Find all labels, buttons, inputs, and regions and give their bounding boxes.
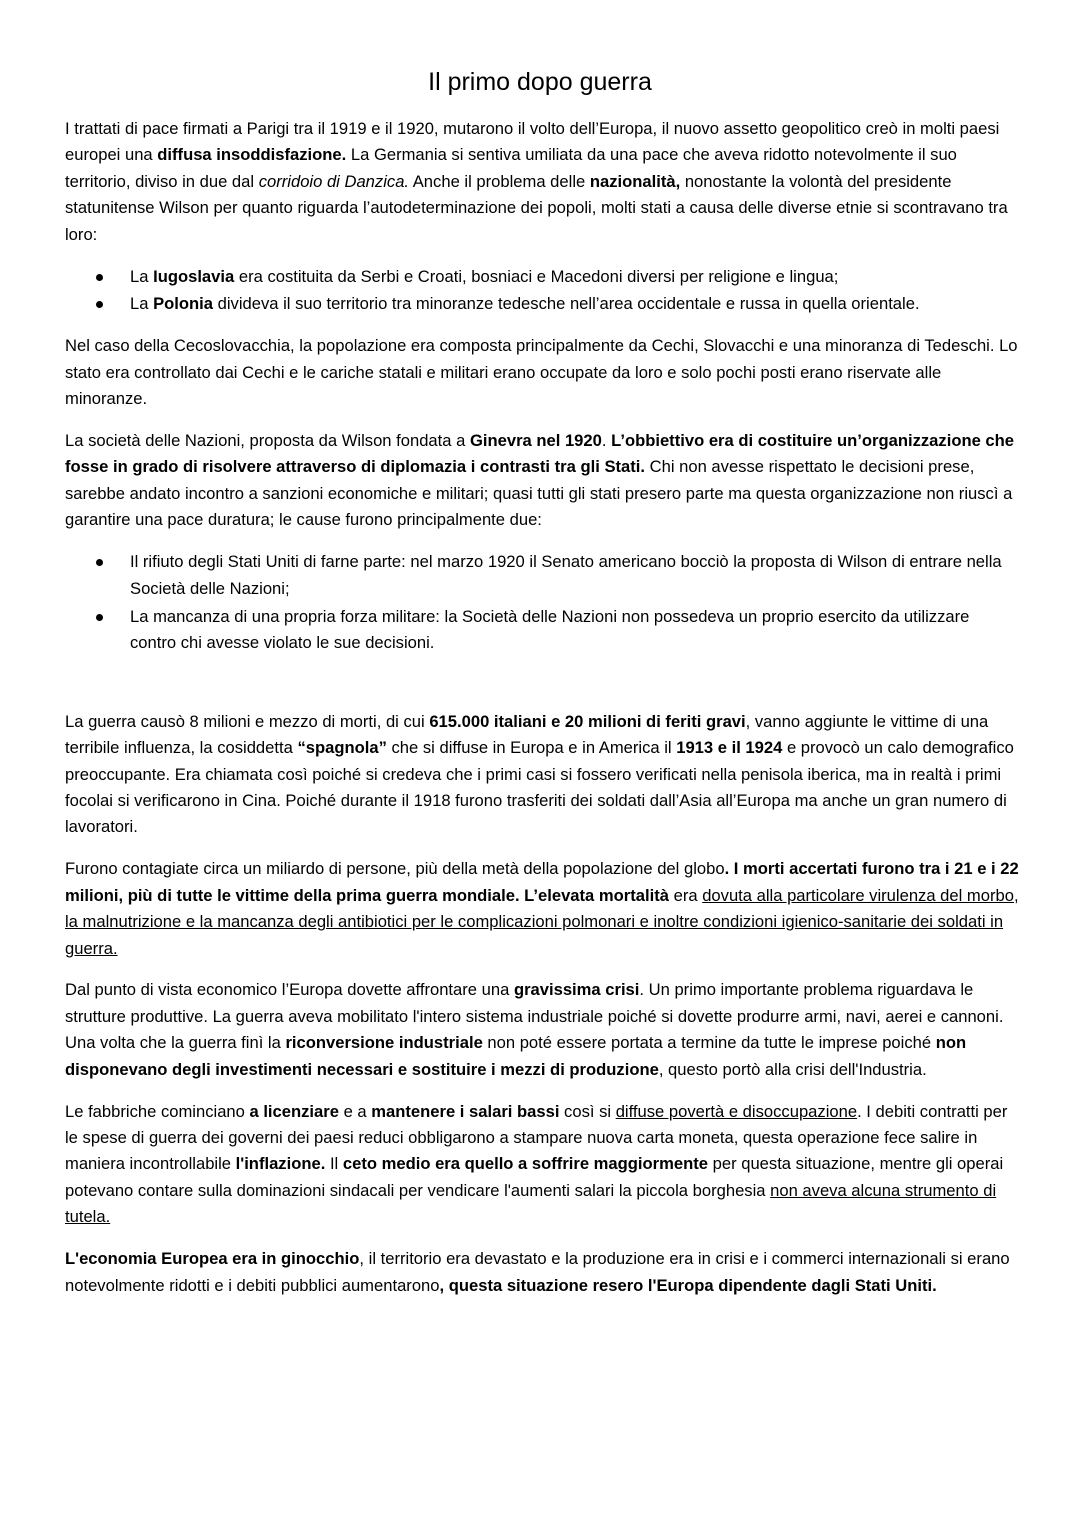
bold-text: L’obbiettivo era di costituire un’organizzazione che fosse in grado di risolvere attraverso di diplomazia i contrasti tra gli Stati. bbox=[65, 431, 1015, 477]
text: Dal punto di vista economico l’Europa dovette affrontare una bbox=[65, 980, 514, 1000]
paragraph-cecoslovacchia: Nel caso della Cecoslovacchia, la popolazione era composta principalmente da Cechi, Slovacchi e una minoranza di Tedeschi. Lo stato era controllato dai Cechi e le cariche statali e militari erano occupate da loro e solo pochi posti erano riservate alle minoranze. bbox=[65, 336, 1018, 409]
nationalities-list bbox=[65, 264, 1020, 318]
bold-text: diffusa insoddisfazione. bbox=[157, 145, 347, 165]
text: Chi non avesse rispettato le decisioni prese, sarebbe andato incontro a sanzioni economiche e militari; quasi tutti gli stati presero parte ma questa organizzazione non riuscì a garantire una pace duratura; le cause furono principalmente due: bbox=[65, 457, 1013, 530]
bold-text: nazionalità, bbox=[589, 171, 681, 191]
bullet-icon bbox=[96, 559, 103, 566]
bold-text: Polonia bbox=[153, 294, 214, 314]
text: Il bbox=[325, 1154, 343, 1174]
text: La bbox=[130, 294, 154, 314]
text: La Germania si sentiva umiliata da una pace che aveva ridotto notevolmente il suo territorio, diviso in due dal bbox=[65, 145, 957, 191]
text: . I debiti contratti per le spese di guerra dei governi dei paesi reduci obbligarono a stampare nuova carta moneta, questa operazione fece salire in maniera incontrollabile bbox=[65, 1101, 1008, 1174]
text: che si diffuse in Europa e in America il bbox=[386, 738, 677, 758]
list-item bbox=[130, 549, 1020, 602]
bold-text: “spagnola” bbox=[297, 738, 387, 758]
list-item bbox=[130, 264, 1020, 290]
paragraph-societa-nazioni bbox=[65, 428, 1020, 534]
page-title: Il primo dopo guerra bbox=[428, 68, 652, 96]
bold-text: l'inflazione. bbox=[235, 1154, 326, 1174]
text: , questo portò alla crisi dell'Industria. bbox=[658, 1059, 927, 1079]
bold-text: 615.000 italiani e 20 milioni di feriti gravi bbox=[429, 711, 746, 731]
bold-text: ceto medio era quello a soffrire maggiormente bbox=[342, 1154, 709, 1174]
bullet-icon bbox=[96, 614, 103, 621]
bold-text: gravissima crisi bbox=[513, 980, 640, 1000]
bullet-icon bbox=[96, 274, 103, 281]
text: Le fabbriche cominciano bbox=[65, 1101, 250, 1121]
paragraph-morti-spagnola bbox=[65, 709, 1020, 841]
paragraph-crisi-economica bbox=[65, 977, 1020, 1083]
text: era costituita da Serbi e Croati, bosniaci e Macedoni diversi per religione e lingua; bbox=[234, 266, 839, 286]
text: La società delle Nazioni, proposta da Wilson fondata a bbox=[65, 431, 470, 451]
text: così si bbox=[559, 1101, 616, 1121]
bold-text: mantenere i salari bassi bbox=[371, 1101, 560, 1121]
text: La guerra causò 8 milioni e mezzo di morti, di cui bbox=[65, 711, 430, 731]
list-item bbox=[130, 291, 1020, 317]
paragraph-contagio bbox=[65, 856, 1020, 962]
bold-text: riconversione industriale bbox=[285, 1033, 483, 1053]
text: e provocò un calo demografico preoccupante. Era chiamata così poiché si credeva che i primi casi si fossero verificati nella penisola iberica, ma in realtà i primi focolai si verificarono in Cina. Poiché durante il 1918 furono trasferiti dei soldati dall’Asia all’Europa ma anche un gran numero di lavoratori. bbox=[65, 738, 1014, 837]
paragraph-fabbriche bbox=[65, 1099, 1020, 1231]
italic-text: corridoio di Danzica. bbox=[258, 171, 410, 191]
bold-text: Iugoslavia bbox=[153, 266, 235, 286]
text: per questa situazione, mentre gli operai potevano contare sulla dominazioni sindacali per vendicare l'aumenti salari la piccola borghesia bbox=[65, 1154, 1004, 1200]
document-body bbox=[65, 116, 1020, 1314]
text: I trattati di pace firmati a Parigi tra il 1919 e il 1920, mutarono il volto dell’Europa, il nuovo assetto geopolitico creò in molti paesi europei una bbox=[65, 119, 1000, 165]
bold-text: 1913 e il 1924 bbox=[676, 738, 783, 758]
text: . bbox=[601, 431, 612, 451]
text: . Un primo importante problema riguardava le strutture produttive. La guerra aveva mobilitato l'intero sistema industriale poiché si dovette produrre armi, navi, aerei e cannoni. Una volta che la guerra finì la bbox=[65, 980, 1004, 1053]
bold-text: non disponevano degli investimenti necessari e sostituire i mezzi di produzione bbox=[65, 1033, 967, 1079]
section-gap bbox=[65, 672, 1020, 709]
underlined-text: dovuta alla particolare virulenza del morbo, la malnutrizione e la mancanza degli antibiotici per le complicazioni polmonari e inoltre condizioni igienico-sanitarie dei soldati in guerra. bbox=[65, 885, 1019, 958]
paragraph-trattati bbox=[65, 116, 1020, 248]
text: Furono contagiate circa un miliardo di persone, più della metà della popolazione del globo bbox=[65, 859, 725, 879]
bold-text: , questa situazione resero l'Europa dipendente dagli Stati Uniti. bbox=[439, 1275, 937, 1295]
text: La mancanza di una propria forza militare: la Società delle Nazioni non possedeva un proprio esercito da utilizzare contro chi avesse violato le sue decisioni. bbox=[130, 606, 970, 652]
paragraph-conclusione bbox=[65, 1246, 1020, 1299]
list-item bbox=[130, 604, 1020, 657]
text: divideva il suo territorio tra minoranze tedesche nell’area occidentale e russa in quella orientale. bbox=[213, 294, 920, 314]
underlined-text: diffuse povertà e disoccupazione bbox=[615, 1101, 858, 1121]
text: Anche il problema delle bbox=[409, 171, 590, 191]
bold-text: . I morti accertati furono tra i 21 e i 22 milioni, più di tutte le vittime della prima guerra mondiale. L’elevata mortalità bbox=[65, 859, 1019, 905]
bullet-icon bbox=[96, 301, 103, 308]
bold-text: a licenziare bbox=[249, 1101, 339, 1121]
bold-text: Ginevra nel 1920 bbox=[469, 431, 602, 451]
bold-text: L'economia Europea era in ginocchio bbox=[65, 1249, 360, 1269]
text: , vanno aggiunte le vittime di una terribile influenza, la cosiddetta bbox=[65, 711, 989, 758]
text: Il rifiuto degli Stati Uniti di farne parte: nel marzo 1920 il Senato americano bocciò la proposta di Wilson di entrare nella Società delle Nazioni; bbox=[130, 552, 1002, 598]
text: , il territorio era devastato e la produzione era in crisi e i commerci internazionali si erano notevolmente ridotti e i debiti pubblici aumentarono bbox=[65, 1249, 1010, 1295]
underlined-text: non aveva alcuna strumento di tutela. bbox=[65, 1180, 997, 1227]
text: nonostante la volontà del presidente statunitense Wilson per quanto riguarda l’autodeterminazione dei popoli, molti stati a causa delle diverse etnie si scontravano tra loro: bbox=[65, 171, 1008, 244]
text: La bbox=[130, 266, 154, 286]
text: non poté essere portata a termine da tutte le imprese poiché bbox=[482, 1033, 936, 1053]
causes-list bbox=[65, 549, 1020, 656]
text: era bbox=[668, 885, 703, 905]
text: e a bbox=[338, 1101, 372, 1121]
